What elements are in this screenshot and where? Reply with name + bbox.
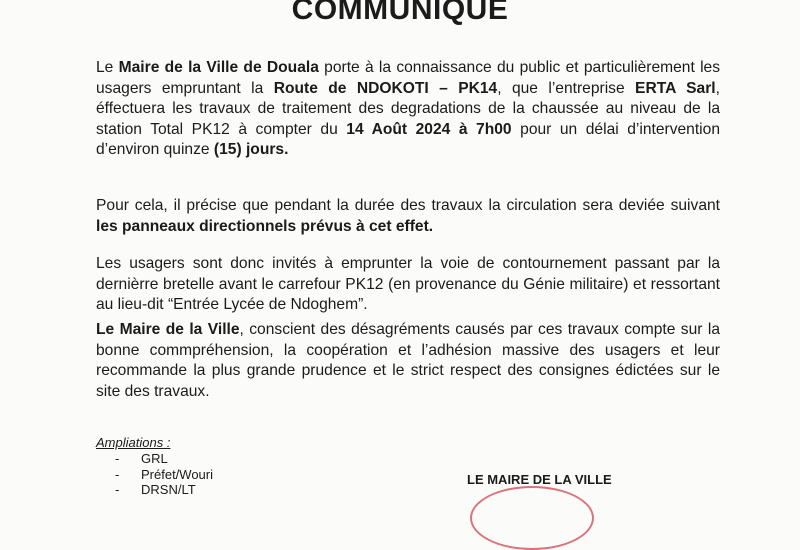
paragraph-detour: [96, 196, 720, 237]
bold-mayor: Maire de la Ville de Douala: [118, 59, 319, 76]
ampliations-list: [115, 451, 213, 498]
official-seal: [470, 486, 594, 550]
text-segment: , éffectuera les travaux de traitement des degradations de la chaussée au niveau de la station Total PK12 à compter du: [96, 79, 720, 138]
text-segment: , conscient des désagréments causés par ces travaux compte sur la bonne commpréhension, la coopération et l’adhésion massive des usagers et leur recommande la plus grande prudence et le strict respect des consignes édictées sur le site des travaux.: [96, 321, 720, 400]
bold-mayor: Le Maire de la Ville: [96, 321, 240, 338]
text-segment: , que l’entreprise: [497, 79, 636, 97]
bold-date: 14 Août 2024 à 7h00: [346, 120, 512, 138]
bold-company: ERTA Sarl: [635, 79, 716, 97]
text-segment: pour un délai d’intervention d’environ quinze: [96, 120, 720, 158]
bold-route: Route de NDOKOTI – PK14: [273, 79, 498, 97]
text-segment: Le: [96, 59, 119, 76]
text-segment: Les usagers sont donc invités à emprunter la voie de contournement passant par la dernièrre bretelle avant le carrefour PK12 (en provenance du Génie militaire) et ressortant au lieu-dit “Entrée Lycée de Ndoghem”.: [96, 255, 720, 313]
bold-duration: (15) jours.: [213, 141, 289, 158]
document-title: COMMUNIQUE: [291, 0, 509, 26]
text-segment: Pour cela, il précise que pendant la durée des travaux la circulation sera deviée suivant: [96, 197, 720, 214]
signature-title: LE MAIRE DE LA VILLE: [467, 472, 612, 487]
text-segment: porte à la connaissance du public et particulièrement les usagers empruntant la: [96, 59, 720, 97]
ampliation-item: - GRL: [115, 451, 213, 467]
ampliations-heading: Ampliations :: [96, 435, 171, 450]
paragraph-route: [96, 254, 720, 316]
paragraph-announcement: [96, 58, 720, 161]
ampliation-item: - Préfet/Wouri: [115, 467, 213, 483]
bold-signs: les panneaux directionnels prévus à cet effet.: [96, 217, 434, 235]
paragraph-closing: [96, 320, 720, 402]
ampliation-item: - DRSN/LT: [115, 482, 213, 498]
